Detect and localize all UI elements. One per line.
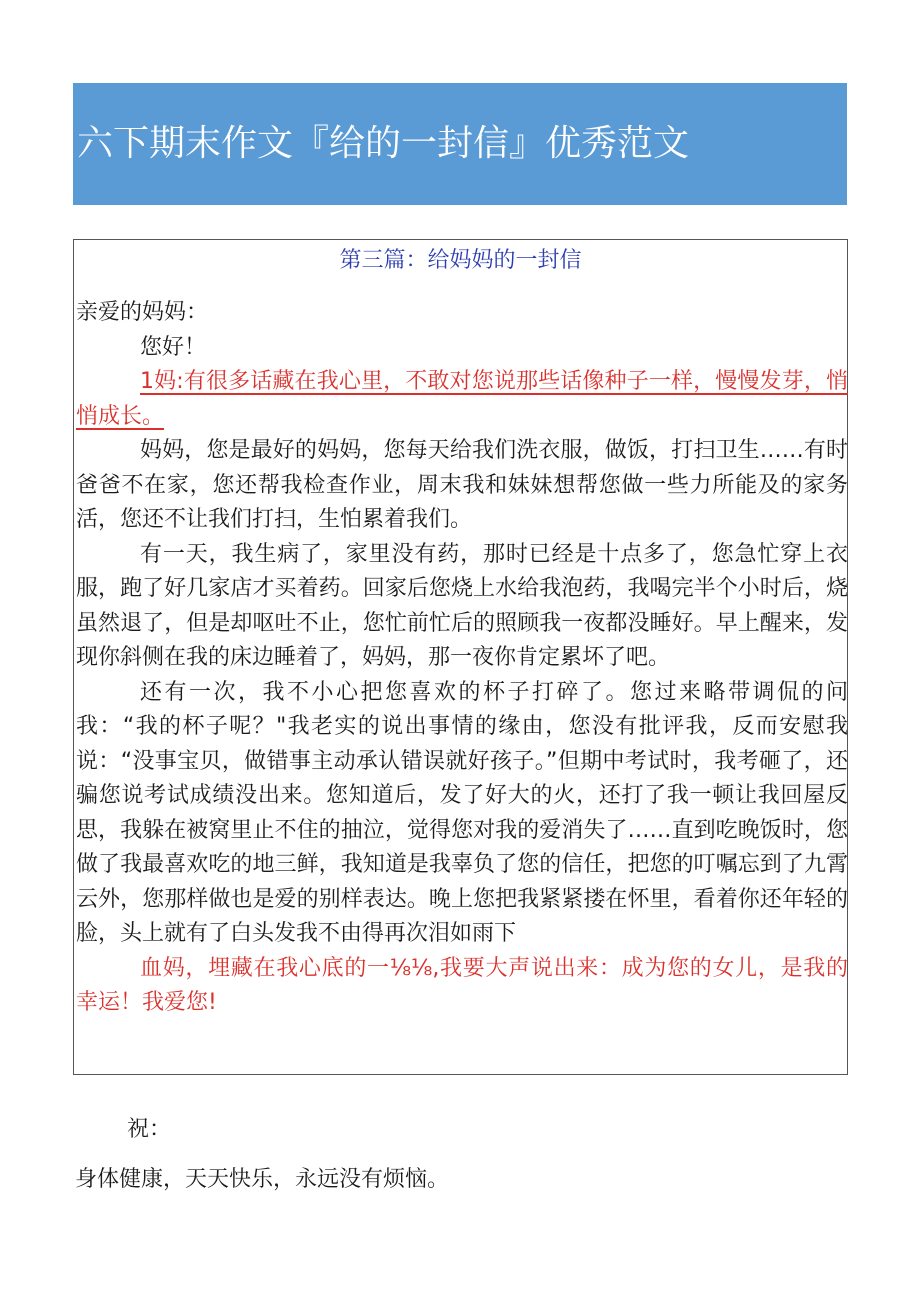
letter-closing xyxy=(75,1105,847,1205)
letter-intro-paragraph xyxy=(76,365,848,434)
letter-intro-text: 1妈:有很多话藏在我心里，不敢对您说那些话像种子一样，慢慢发芽，悄悄成长。 xyxy=(76,369,848,429)
letter-box xyxy=(73,239,848,1075)
letter-paragraph-ending: 血妈，埋藏在我心底的一⅛⅛,我要大声说出来：成为您的女儿，是我的幸运！我爱您! xyxy=(76,955,848,1015)
letter-body xyxy=(76,296,848,1021)
letter-paragraph-daily-care: 妈妈，您是最好的妈妈，您每天给我们洗衣服，做饭，打扫卫生……有时爸爸不在家，您还帮我检查作业，周末我和妹妹想帮您做一些力所能及的家务活，您还不让我们打扫，生怕累着我们。 xyxy=(76,438,848,532)
section-title: 第三篇：给妈妈的一封信 xyxy=(339,248,582,273)
page-title: 六下期末作文『给的一封信』优秀范文 xyxy=(77,123,690,164)
wish-text: 身体健康，天天快乐，永远没有烦恼。 xyxy=(75,1167,450,1192)
letter-salutation: 亲爱的妈妈： xyxy=(76,300,209,325)
letter-greeting: 您好！ xyxy=(140,334,207,360)
letter-paragraph-sick-night: 有一天，我生病了，家里没有药，那时已经是十点多了，您急忙穿上衣服，跑了好几家店才买着药。回家后您烧上水给我泡药，我喝完半个小时后，烧虽然退了，但是却呕吐不止，您忙前忙后的照顾我一夜都没睡好。早上醒来，发现你斜侧在我的床边睡着了，妈妈，那一夜你肯定累坏了吧。 xyxy=(76,541,848,670)
letter-paragraph-broken-cup: 还有一次，我不小心把您喜欢的杯子打碎了。您过来略带调侃的问我：“我的杯子呢？"我老实的说出事情的缘由，您没有批评我，反而安慰我说：“没事宝贝，做错事主动承认错误就好孩子。”但期中考试时，我考砸了，还骗您说考试成绩没出来。您知道后，发了好大的火，还打了我一顿让我回屋反思，我躲在被窝里止不住的抽泣，觉得您对我的爱消失了……直到吃晚饭时，您做了我最喜欢吃的地三鲜，我知道是我辜负了您的信任，把您的叮嘱忘到了九霄云外，您那样做也是爱的别样表达。晚上您把我紧紧搂在怀里，看着你还年轻的脸，头上就有了白头发我不由得再次泪如雨下 xyxy=(76,679,848,946)
wish-label: 祝： xyxy=(127,1117,172,1142)
title-banner xyxy=(73,83,847,205)
